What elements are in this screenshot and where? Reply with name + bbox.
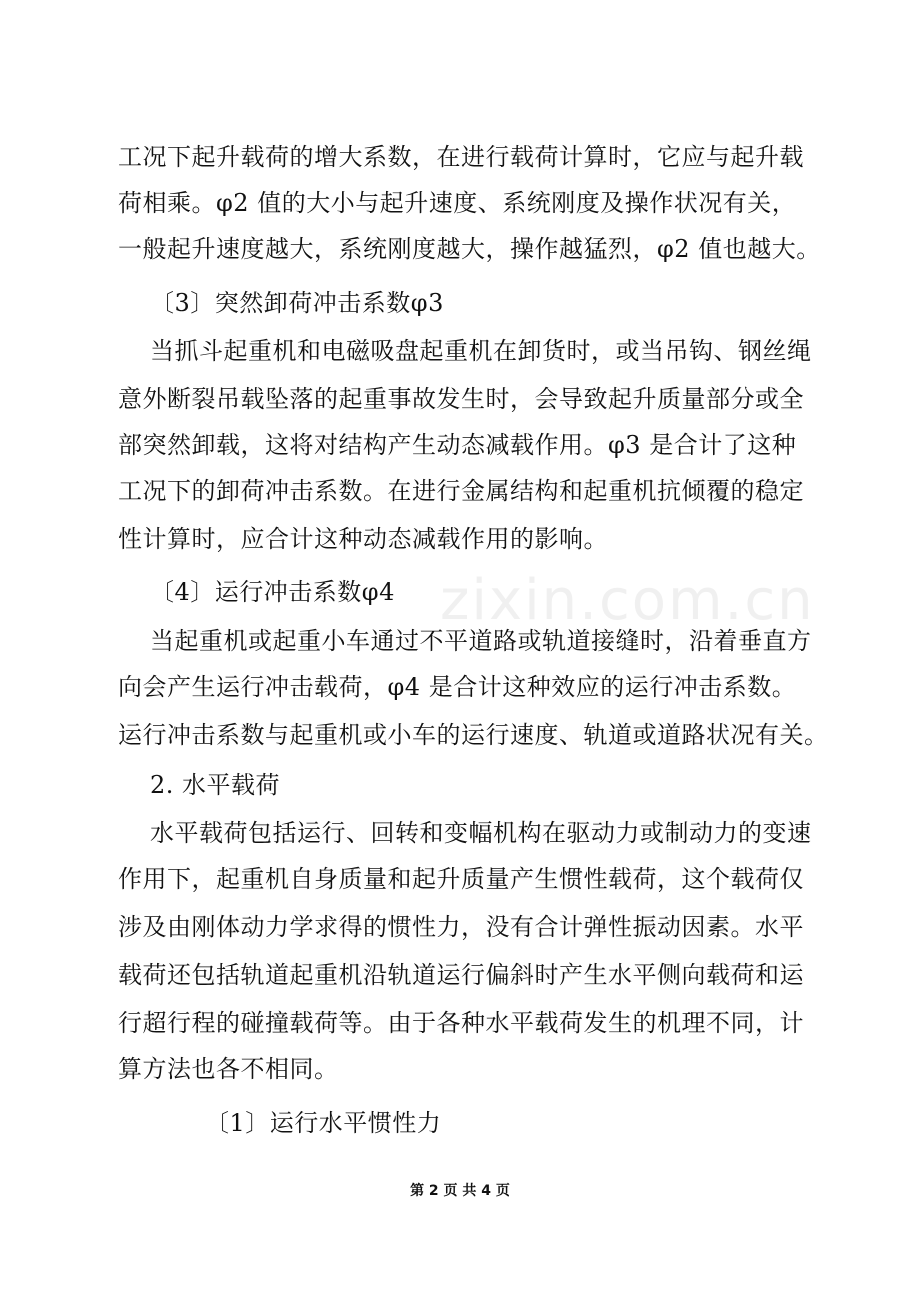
- text-line: 运行冲击系数与起重机或小车的运行速度、轨道或道路状况有关。: [118, 721, 829, 749]
- section-heading: 〔4〕运行冲击系数φ4: [150, 578, 395, 606]
- section-heading: 2. 水平载荷: [150, 771, 281, 799]
- section-heading: 〔1〕运行水平惯性力: [205, 1109, 442, 1137]
- text-line: 荷相乘。φ2 值的大小与起升速度、系统刚度及操作状况有关，: [118, 189, 797, 217]
- text-line: 当抓斗起重机和电磁吸盘起重机在卸货时，或当吊钩、钢丝绳: [150, 337, 812, 365]
- watermark: zixin.com.cn: [440, 568, 815, 633]
- text-line: 意外断裂吊载坠落的起重事故发生时，会导致起升质量部分或全: [118, 385, 804, 413]
- text-line: 载荷还包括轨道起重机沿轨道运行偏斜时产生水平侧向载荷和运: [118, 961, 804, 989]
- text-line: 算方法也各不相同。: [118, 1055, 339, 1083]
- text-line: 工况下起升载荷的增大系数，在进行载荷计算时，它应与起升载: [118, 143, 804, 171]
- text-line: 当起重机或起重小车通过不平道路或轨道接缝时，沿着垂直方: [150, 627, 812, 655]
- text-line: 工况下的卸荷冲击系数。在进行金属结构和起重机抗倾覆的稳定: [118, 477, 804, 505]
- text-line: 部突然卸载，这将对结构产生动态减载作用。φ3 是合计了这种: [118, 431, 797, 459]
- text-line: 水平载荷包括运行、回转和变幅机构在驱动力或制动力的变速: [150, 819, 812, 847]
- section-heading: 〔3〕突然卸荷冲击系数φ3: [150, 289, 444, 317]
- text-line: 行超行程的碰撞载荷等。由于各种水平载荷发生的机理不同，计: [118, 1009, 804, 1037]
- text-line: 性计算时，应合计这种动态减载作用的影响。: [118, 525, 608, 553]
- text-line: 涉及由刚体动力学求得的惯性力，没有合计弹性振动因素。水平: [118, 913, 804, 941]
- page-number-footer: 第 2 页 共 4 页: [410, 1183, 510, 1199]
- text-line: 作用下，起重机自身质量和起升质量产生惯性载荷，这个载荷仅: [118, 865, 804, 893]
- text-line: 一般起升速度越大，系统刚度越大，操作越猛烈，φ2 值也越大。: [118, 235, 821, 263]
- text-line: 向会产生运行冲击载荷，φ4 是合计这种效应的运行冲击系数。: [118, 673, 797, 701]
